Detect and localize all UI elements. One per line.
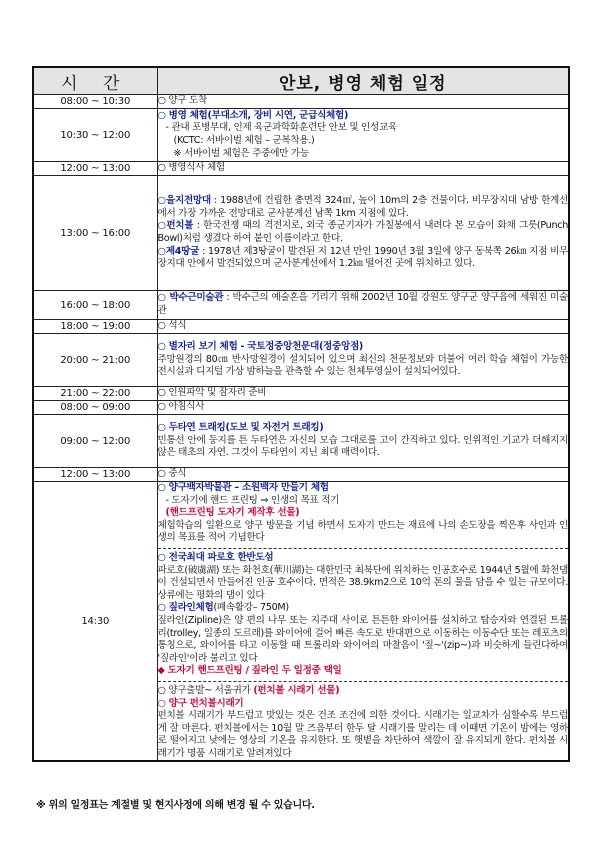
tunnel4-paragraph <box>158 246 569 271</box>
kctc-line: (KCTC: 서바이벌 체험 – 군복착용.) <box>173 135 315 146</box>
military-experience-title: ○ 병영 체험(부대소개, 장비 시연, 군급식체험) <box>157 109 349 121</box>
row-content <box>157 109 569 162</box>
table-row <box>33 95 569 109</box>
table-row <box>33 291 569 320</box>
punchbowl-siraegi-text: 펀치볼 시래기가 부드럽고 맛있는 것은 건조 조건에 의한 것이다. 시래기는 일교차가 심할수록 부드럽게 잘 마른다. 펀치볼에서는 10월 말 즈음부터 한두 달 시래기를 말리는 데 이때면 기온이 밤에는 영하로 떨어지고 낮에는 영상의 기온을 유지한다. 또 햇볕을 차단하여 색깔이 잘 유지되게 한다. 펀치볼 시래기가 명품 시래기로 알려져있다 <box>157 710 568 759</box>
eulji-observatory-text: : 1988년에 건립한 총면적 324㎡, 높이 10m의 2층 건물이다. 비무장지대 남방 한계선에서 가장 가까운 전망대로 군사분계선 남쪽 1km 지점에 있다. <box>157 195 568 219</box>
row-time: 09:00 ~ 12:00 <box>33 415 157 468</box>
row-content <box>157 415 569 468</box>
military-experience-line: - 관내 포병부대, 인제 육군과학화훈련단 안보 및 인성교육 <box>165 122 397 134</box>
row-time: 16:00 ~ 18:00 <box>33 291 157 320</box>
punchbowl-title: ○펀치볼 <box>157 220 194 232</box>
table-header-row <box>33 67 569 95</box>
siraegi-gift-note: (펀치볼 시래기 선물) <box>253 684 340 696</box>
row-content <box>157 334 569 387</box>
dashed-divider <box>158 681 569 682</box>
white-porcelain-line: - 도자기에 핸드 프린팅 ⇒ 인생의 목표 적기 <box>165 494 340 506</box>
row-content: ○ 양구 도착 <box>157 95 569 109</box>
park-sugeun-text: : 박수근의 예술혼을 기리기 위해 2002년 10월 강원도 양구군 양구읍에 세워진 미술관 <box>157 292 568 316</box>
row-time: 20:00 ~ 21:00 <box>33 334 157 387</box>
white-porcelain-text: 체험학습의 일환으로 양구 방문을 기념 하면서 도자기 만드는 재료에 나의 손도장을 찍은후 사인과 인생의 목표를 적어 기념한다 <box>157 519 568 544</box>
row-time: 12:00 ~ 13:00 <box>33 162 157 176</box>
row-time: 13:00 ~ 16:00 <box>33 176 157 291</box>
table-row <box>33 334 569 387</box>
row-content <box>157 482 569 762</box>
paroho-text: 파로호(破虜湖) 또는 화천호(華川湖)는 대한민국 최북단에 위치하는 인공호수로 1944년 5월에 화천댐이 건설되면서 만들어진 인공 호수이다. 면적은 38.9km2으로 10억 톤의 물을 담을 수 있는 규모이다. 상류에는 평화의 댐이 있다 <box>157 564 568 601</box>
dutayeon-title: ○ 두타연 트래킹(도보 및 자전거 트래킹) <box>157 422 324 434</box>
row-time: 14:30 <box>33 482 157 762</box>
row-time: 18:00 ~ 19:00 <box>33 320 157 334</box>
park-sugeun-title: ○ 박수근미술관 <box>157 292 224 304</box>
row-time: 12:00 ~ 13:00 <box>33 468 157 482</box>
table-row <box>33 415 569 468</box>
table-row <box>33 468 569 482</box>
row-content: ○ 아침식사 <box>157 401 569 415</box>
row-content: ○ 인원파악 및 잠자리 준비 <box>157 387 569 401</box>
row-content <box>157 176 569 291</box>
table-row <box>33 401 569 415</box>
row-content: ○ 중식 <box>157 468 569 482</box>
punchbowl-text: : 한국전쟁 때의 격전지로, 외국 종군기자가 가칠봉에서 내려다 본 모습이 화채 그릇(Punch Bowl)처럼 생겼다 하여 붙인 이름이라고 한다. <box>157 220 568 244</box>
row-time: 10:30 ~ 12:00 <box>33 109 157 162</box>
zipline-text: 짚라인(Zipline)은 양 편의 나무 또는 지주대 사이로 튼튼한 와이어를 설치하고 탑승자와 연결된 트롤리(trolley, 일종의 도르래)를 와이어에 걸어 빠른 속도로 반대편으로 이동하는 이동수단 또는 레포츠의 통칭으로, 와이어를 타고 이동할 때 트롤리와 와이어의 마찰음이 '짚~'(zip~)과 비슷하게 들린다하여 '짚라인'이라 불리고 있다 <box>157 614 568 664</box>
zipline-title: ○ 짚라인체험 <box>157 602 214 614</box>
departure-text: ○ 양구출발~ 서울귀가 <box>157 684 254 696</box>
row-content <box>157 291 569 320</box>
dutayeon-text: 민통선 안에 둥지를 튼 두타연은 자신의 모습 그대로를 고이 간직하고 있다. 인위적인 기교가 더해지지 않은 태초의 자연. 그것이 두타연이 지닌 최대 매력이다. <box>157 434 568 459</box>
row-content: ○ 석식 <box>157 320 569 334</box>
zipline-meta: (폐속활강– 750M) <box>213 602 289 614</box>
eulji-observatory-title: ○을지전망대 <box>157 195 211 207</box>
tunnel4-text: : 1978년 제3땅굴이 발견된 지 12년 만인 1990년 3월 3일에 양구 동북쪽 26㎞ 지점 비무장지대 안에서 발견되었으며 군사분계선에서 1.2㎞ 떨어진 곳에 위치하고 있다. <box>157 245 569 270</box>
row-content: ○ 병영식사 체험 <box>157 162 569 176</box>
dashed-divider <box>158 548 569 549</box>
row-time: 21:00 ~ 22:00 <box>33 387 157 401</box>
table-row <box>33 109 569 162</box>
punchbowl-siraegi-title: ○ 양구 펀치볼시래기 <box>157 697 244 709</box>
time-column-header: 시 간 <box>33 67 157 95</box>
footer-note: ※ 위의 일정표는 계절별 및 현지사정에 의해 변경 될 수 있습니다. <box>36 800 315 811</box>
star-observation-title: ○ 별자리 보기 체험 - 국토정중앙천문대(정중앙점) <box>157 341 364 353</box>
schedule-title: 안보, 병영 체험 일정 <box>157 67 569 95</box>
row-time: 08:00 ~ 10:30 <box>33 95 157 109</box>
table-row <box>33 162 569 176</box>
punchbowl-paragraph <box>158 220 569 245</box>
table-row <box>33 176 569 291</box>
schedule-table <box>32 66 570 762</box>
row-time: 08:00 ~ 09:00 <box>33 401 157 415</box>
paroho-title: ○ 전국최대 파로호 한반도섬 <box>157 551 274 563</box>
table-row <box>33 320 569 334</box>
white-porcelain-title: ○ 양구백자박물관 – 소원백자 만들기 체험 <box>157 482 329 493</box>
survival-note: ※ 서바이벌 체험은 주중에만 가능 <box>173 147 309 159</box>
park-sugeun-paragraph <box>158 292 569 317</box>
table-row <box>33 482 569 762</box>
star-observation-text: 주망원경의 80㎝ 반사망원경이 설치되어 있으며 최신의 천문정보와 더불어 여러 학습 체험이 가능한 전시실과 디지털 가상 밤하늘을 관측할 수 있는 천체투영실이 설치되어있다. <box>157 353 568 378</box>
schedule-sheet <box>32 66 568 762</box>
tunnel4-title: ○제4땅굴 <box>157 245 200 257</box>
handprint-gift-note: (핸드프린팅 도자기 제작후 선물) <box>165 507 300 519</box>
zipline-heading <box>158 602 569 615</box>
choice-note: ◆ 도자기 핸드프린팅 / 짚라인 두 일정중 택일 <box>157 665 342 677</box>
eulji-observatory-paragraph <box>158 195 569 220</box>
table-row <box>33 387 569 401</box>
departure-line <box>158 685 569 698</box>
